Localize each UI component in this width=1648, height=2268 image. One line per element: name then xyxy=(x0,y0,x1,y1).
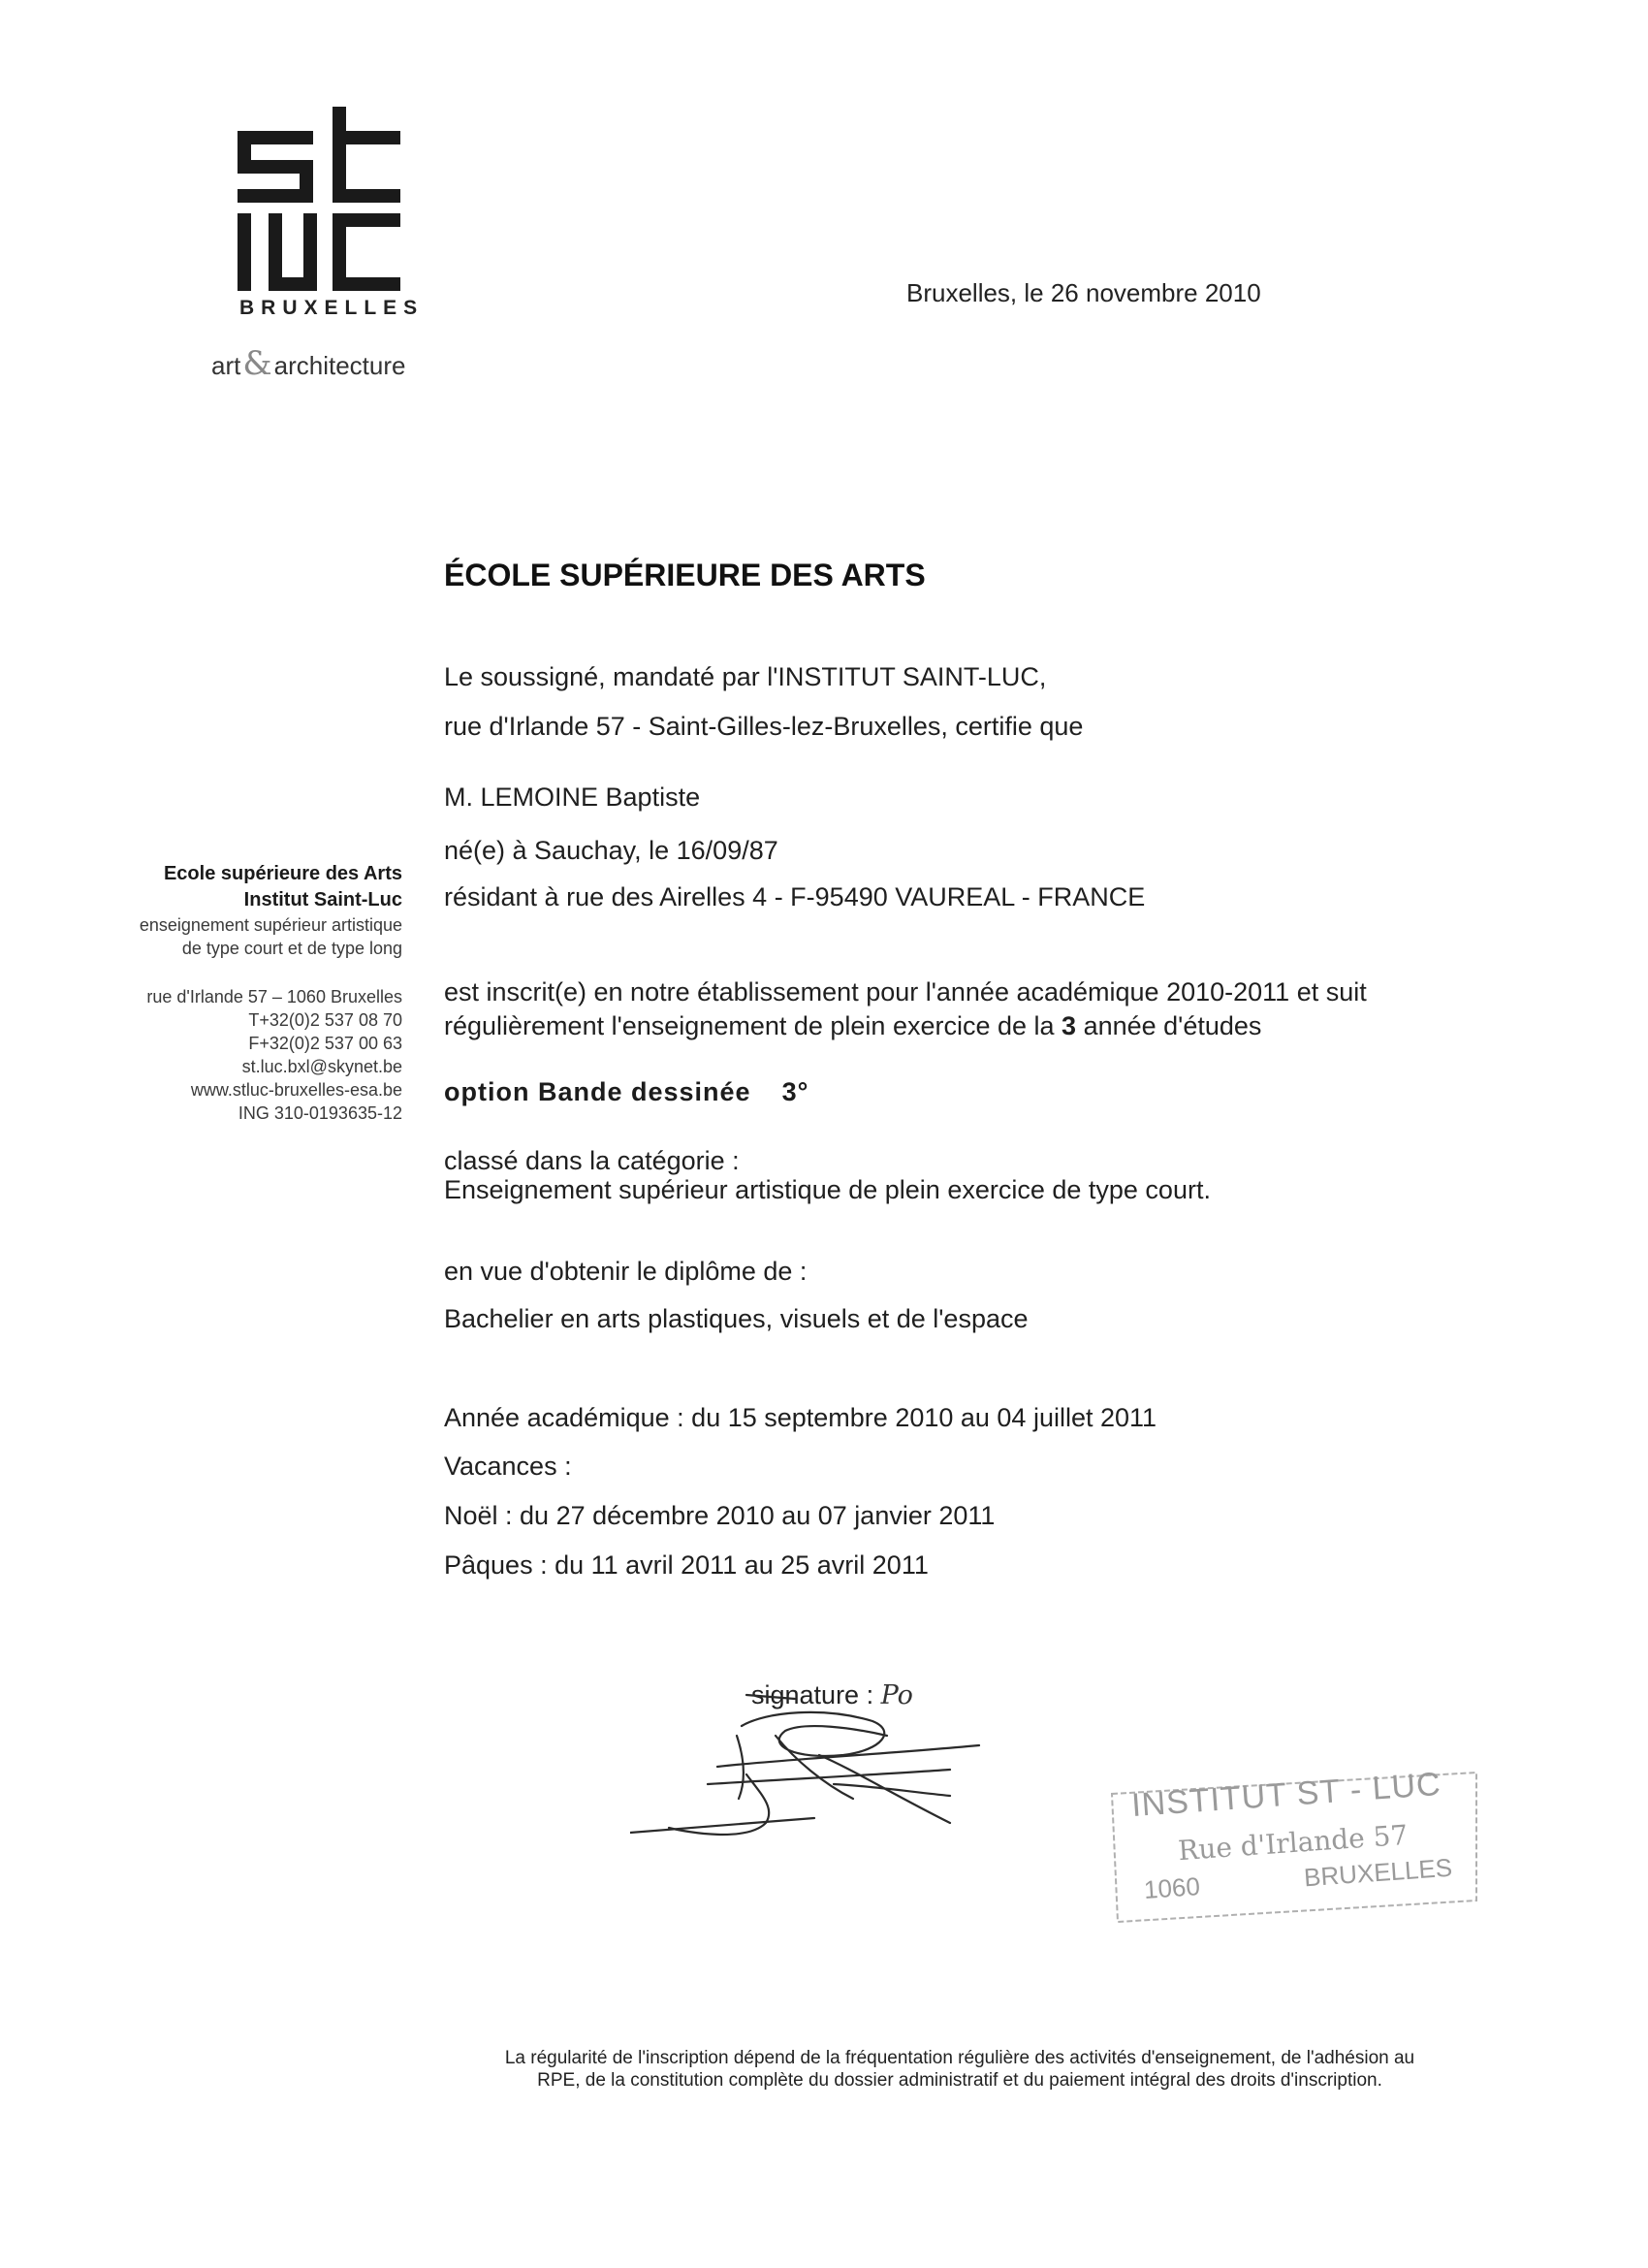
sidebar-desc-2: de type court et de type long xyxy=(181,939,402,958)
sidebar-school-name: Ecole supérieure des Arts xyxy=(163,863,402,884)
option-year: 3° xyxy=(781,1077,809,1106)
signature-po-note: Po xyxy=(880,1680,913,1710)
footer-line-2: RPE, de la constitution complète du dossier administratif et du paiement intégral des droits d'inscription. xyxy=(537,2070,1382,2091)
logo-tagline xyxy=(211,344,405,383)
school-title: ÉCOLE SUPÉRIEURE DES ARTS xyxy=(444,558,926,592)
logo-city: BRUXELLES xyxy=(239,297,425,319)
category-label: classé dans la catégorie : xyxy=(444,1146,740,1175)
academic-year: Année académique : du 15 septembre 2010 au 04 juillet 2011 xyxy=(444,1403,1157,1432)
sidebar-bank: ING 310-0193635-12 xyxy=(238,1103,402,1123)
st-luc-logo xyxy=(238,107,402,291)
student-birth: né(e) à Sauchay, le 16/09/87 xyxy=(444,836,778,865)
sidebar-desc-1: enseignement supérieur artistique xyxy=(139,915,402,935)
enrolled-line-1: est inscrit(e) en notre établissement pour l'année académique 2010-2011 et suit xyxy=(444,977,1367,1006)
tagline-ampersand: & xyxy=(242,344,272,383)
stamp-line-1: INSTITUT ST - LUC xyxy=(1130,1765,1442,1825)
intro-line-1: Le soussigné, mandaté par l'INSTITUT SAINT-LUC, xyxy=(444,662,1047,691)
easter-holidays: Pâques : du 11 avril 2011 au 25 avril 2011 xyxy=(444,1550,929,1580)
christmas-holidays: Noël : du 27 décembre 2010 au 07 janvier 2011 xyxy=(444,1501,996,1530)
student-name: M. LEMOINE Baptiste xyxy=(444,783,701,812)
enrolled-line-2-prefix: régulièrement l'enseignement de plein exercice de la xyxy=(444,1011,1062,1040)
category-value: Enseignement supérieur artistique de plein exercice de type court. xyxy=(444,1175,1211,1204)
sidebar-phone: T+32(0)2 537 08 70 xyxy=(248,1010,402,1030)
option-line xyxy=(444,1077,808,1107)
sidebar-address: rue d'Irlande 57 – 1060 Bruxelles xyxy=(146,987,402,1006)
handwritten-signature xyxy=(630,1677,998,1857)
diploma-value: Bachelier en arts plastiques, visuels et de l'espace xyxy=(444,1304,1029,1333)
enrolled-year: 3 xyxy=(1062,1011,1077,1040)
sidebar-institute-name: Institut Saint-Luc xyxy=(243,889,402,910)
student-residence: résidant à rue des Airelles 4 - F-95490 VAUREAL - FRANCE xyxy=(444,882,1146,911)
signature-label-text: signature : xyxy=(751,1680,881,1709)
stamp-line-2: Rue d'Irlande 57 xyxy=(1177,1818,1410,1868)
option-label: option Bande dessinée xyxy=(444,1077,751,1106)
st-luc-logo-mark xyxy=(238,107,402,291)
tagline-art: art xyxy=(211,351,241,380)
stamp-postcode: 1060 xyxy=(1142,1871,1201,1904)
stamp-city: BRUXELLES xyxy=(1303,1852,1454,1893)
sidebar-contact xyxy=(140,861,402,1125)
tagline-architecture: architecture xyxy=(273,351,406,380)
intro-line-2: rue d'Irlande 57 - Saint-Gilles-lez-Bruxelles, certifie que xyxy=(444,712,1084,741)
footer-note xyxy=(427,2047,1493,2092)
sidebar-email: st.luc.bxl@skynet.be xyxy=(241,1057,402,1076)
diploma-label: en vue d'obtenir le diplôme de : xyxy=(444,1257,808,1286)
sidebar-fax: F+32(0)2 537 00 63 xyxy=(248,1034,402,1053)
institute-stamp xyxy=(1110,1765,1478,1925)
sidebar-website: www.stluc-bruxelles-esa.be xyxy=(190,1080,402,1100)
enrolled-line-2-suffix: année d'études xyxy=(1076,1011,1262,1040)
footer-line-1: La régularité de l'inscription dépend de la fréquentation régulière des activités d'enseignement, de l'adhésion au xyxy=(504,2048,1415,2068)
letter-date: Bruxelles, le 26 novembre 2010 xyxy=(906,278,1261,307)
enrolled-line-2 xyxy=(444,1011,1261,1041)
holidays-label: Vacances : xyxy=(444,1452,572,1481)
